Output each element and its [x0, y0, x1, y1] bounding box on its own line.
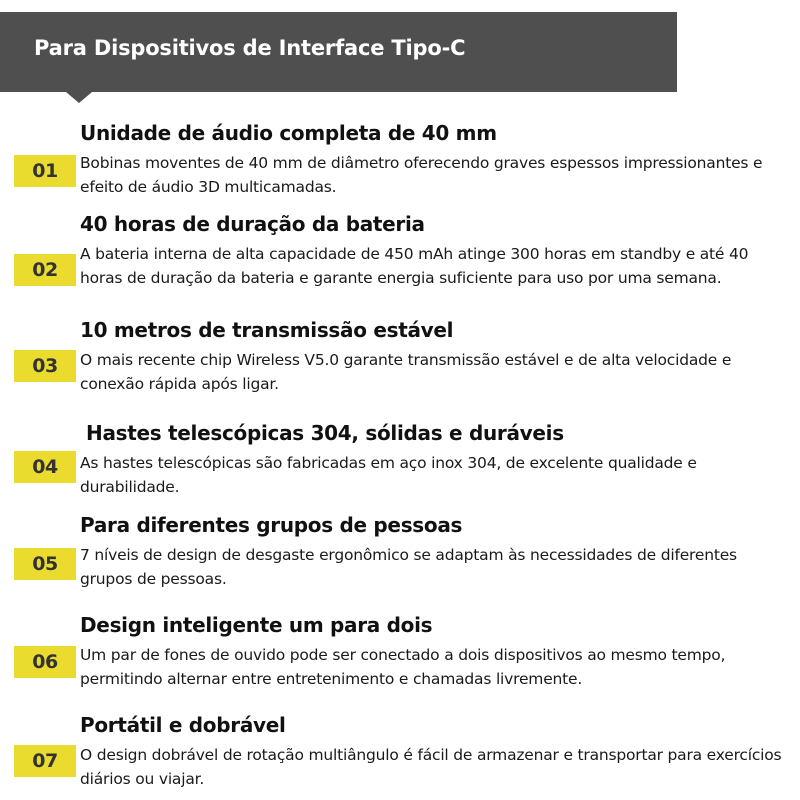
feature-title: 40 horas de duração da bateria — [80, 212, 425, 236]
feature-title: Hastes telescópicas 304, sólidas e duráveis — [86, 421, 564, 445]
feature-number-badge: 03 — [14, 350, 76, 382]
feature-title: Portátil e dobrável — [80, 713, 286, 737]
feature-description: O mais recente chip Wireless V5.0 garante transmissão estável e de alta velocidade e conexão rápida após ligar. — [80, 351, 732, 393]
feature-number-badge: 07 — [14, 745, 76, 777]
feature-number-badge: 05 — [14, 548, 76, 580]
feature-title: Unidade de áudio completa de 40 mm — [80, 121, 497, 145]
feature-description: O design dobrável de rotação multiângulo é fácil de armazenar e transportar para exercícios diários ou viajar. — [80, 746, 782, 788]
feature-description: Um par de fones de ouvido pode ser conectado a dois dispositivos ao mesmo tempo, permitindo alternar entre entretenimento e chamadas livremente. — [80, 646, 726, 688]
feature-description: A bateria interna de alta capacidade de 450 mAh atinge 300 horas em standby e até 40 horas de duração da bateria e garante energia suficiente para uso por uma semana. — [80, 245, 749, 287]
feature-title: 10 metros de transmissão estável — [80, 318, 454, 342]
feature-description: Bobinas moventes de 40 mm de diâmetro oferecendo graves espessos impressionantes e efeito de áudio 3D multicamadas. — [80, 154, 763, 196]
feature-number-badge: 04 — [14, 451, 76, 483]
feature-title: Para diferentes grupos de pessoas — [80, 513, 463, 537]
feature-description: 7 níveis de design de desgaste ergonômico se adaptam às necessidades de diferentes grupos de pessoas. — [80, 546, 737, 588]
feature-title: Design inteligente um para dois — [80, 613, 433, 637]
banner-pointer — [66, 92, 92, 103]
page-title: Para Dispositivos de Interface Tipo-C — [34, 36, 466, 60]
feature-number-badge: 06 — [14, 646, 76, 678]
feature-number-badge: 02 — [14, 254, 76, 286]
feature-description: As hastes telescópicas são fabricadas em aço inox 304, de excelente qualidade e durabilidade. — [80, 454, 697, 496]
feature-number-badge: 01 — [14, 155, 76, 187]
